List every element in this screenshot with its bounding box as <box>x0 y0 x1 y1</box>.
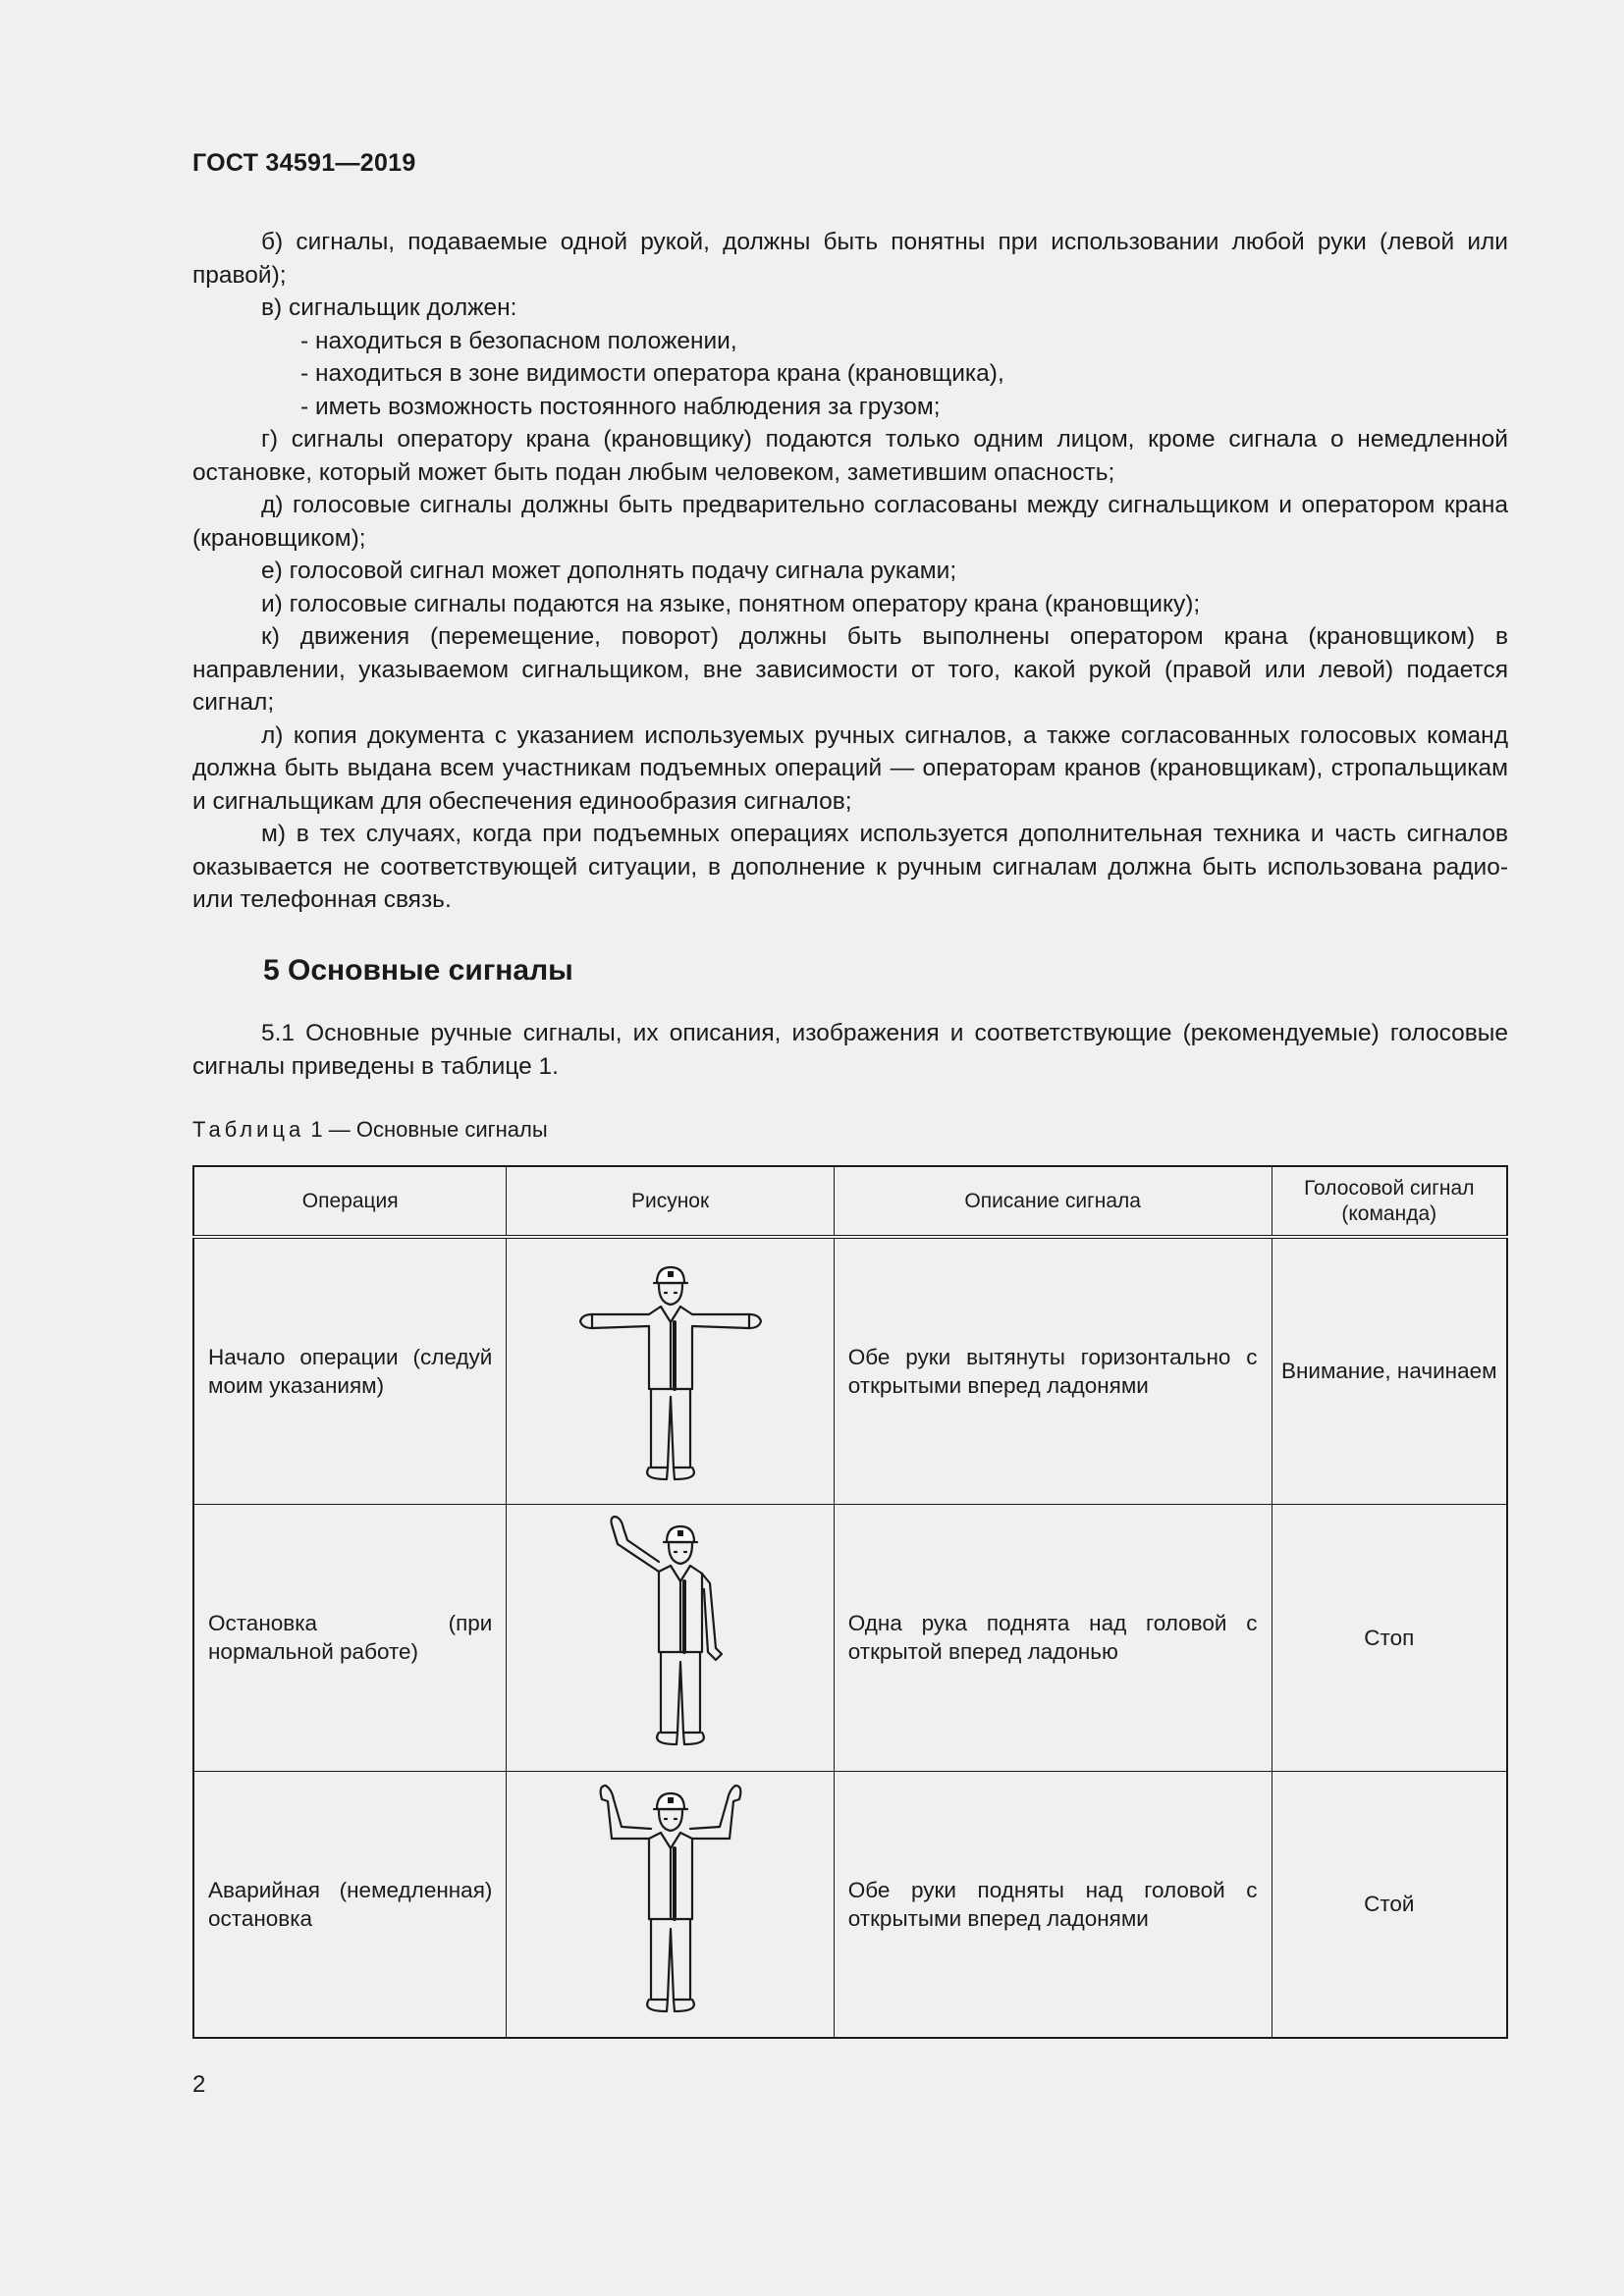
section-paragraph <box>192 1017 1508 1084</box>
figure-cell <box>507 1504 834 1771</box>
voice-cell: Внимание, начинаем <box>1272 1237 1507 1504</box>
list-item-b: б) сигналы, подаваемые одной рукой, должны быть понятны при использовании любой руки (левой или правой); <box>192 229 1508 289</box>
figure-cell <box>507 1771 834 2038</box>
sub-item-3: - иметь возможность постоянного наблюдения за грузом; <box>300 393 941 420</box>
arms-horizontal-figure <box>572 1254 769 1489</box>
header-figure: Рисунок <box>507 1166 834 1237</box>
sub-item-1: - находиться в безопасном положении, <box>300 327 737 354</box>
table-row <box>193 1237 1507 1504</box>
voice-cell: Стоп <box>1272 1504 1507 1771</box>
list-item-l: л) копия документа с указанием используемых ручных сигналов, а также согласованных голосовых команд должна быть выдана всем участникам подъемных операций — операторам кранов (крановщикам), стропальщикам и сигнальщикам для обеспечения единообразия сигналов; <box>192 721 1508 815</box>
signals-table <box>192 1165 1508 2039</box>
table-row <box>193 1771 1507 2038</box>
table-caption-title: 1 — Основные сигналы <box>310 1117 548 1142</box>
description-cell: Обе руки подняты над головой с открытыми вперед ладонями <box>834 1771 1272 2038</box>
both-arms-raised-figure <box>572 1782 769 2027</box>
list-item-i: и) голосовые сигналы подаются на языке, понятном оператору крана (крановщику); <box>261 590 1201 617</box>
list-item-k: к) движения (перемещение, поворот) должны быть выполнены оператором крана (крановщиком) в направлении, указываемом сигнальщиком, вне зависимости от того, какой рукой (правой или левой) подается сигнал; <box>192 623 1508 716</box>
header-description: Описание сигнала <box>834 1166 1272 1237</box>
table-row <box>193 1504 1507 1771</box>
header-operation: Операция <box>193 1166 507 1237</box>
one-arm-raised-figure <box>572 1515 769 1760</box>
description-cell: Одна рука поднята над головой с открытой вперед ладонью <box>834 1504 1272 1771</box>
requirements-list <box>192 226 1508 917</box>
paragraph-5-1: 5.1 Основные ручные сигналы, их описания, изображения и соответствующие (рекомендуемые) голосовые сигналы приведены в таблице 1. <box>192 1020 1508 1080</box>
list-item-e: е) голосовой сигнал может дополнять подачу сигнала руками; <box>261 558 957 584</box>
list-item-m: м) в тех случаях, когда при подъемных операциях используется дополнительная техника и часть сигналов оказывается не соответствующей ситуации, в дополнение к ручным сигналам должна быть использована радио- или телефонная связь. <box>192 821 1508 913</box>
sub-item-2: - находиться в зоне видимости оператора крана (крановщика), <box>300 360 1004 387</box>
document-header: ГОСТ 34591—2019 <box>192 149 416 177</box>
header-voice: Голосовой сигнал (команда) <box>1272 1166 1507 1237</box>
table-header-row <box>193 1166 1507 1237</box>
voice-cell: Стой <box>1272 1771 1507 2038</box>
page-number: 2 <box>192 2071 206 2098</box>
operation-cell: Начало операции (следуй моим указаниям) <box>193 1237 507 1504</box>
section-title: 5 Основные сигналы <box>263 954 573 987</box>
figure-cell <box>507 1237 834 1504</box>
list-item-d: д) голосовые сигналы должны быть предварительно согласованы между сигнальщиком и оператором крана (крановщиком); <box>192 492 1508 552</box>
table-caption-label: Таблица <box>192 1117 305 1142</box>
operation-cell: Аварийная (немедленная) остановка <box>193 1771 507 2038</box>
operation-cell: Остановка (при нормальной работе) <box>193 1504 507 1771</box>
description-cell: Обе руки вытянуты горизонтально с открытыми вперед ладонями <box>834 1237 1272 1504</box>
table-caption <box>192 1117 548 1143</box>
list-item-v: в) сигнальщик должен: <box>261 294 517 321</box>
list-item-g: г) сигналы оператору крана (крановщику) подаются только одним лицом, кроме сигнала о немедленной остановке, который может быть подан любым человеком, заметившим опасность; <box>192 426 1508 486</box>
